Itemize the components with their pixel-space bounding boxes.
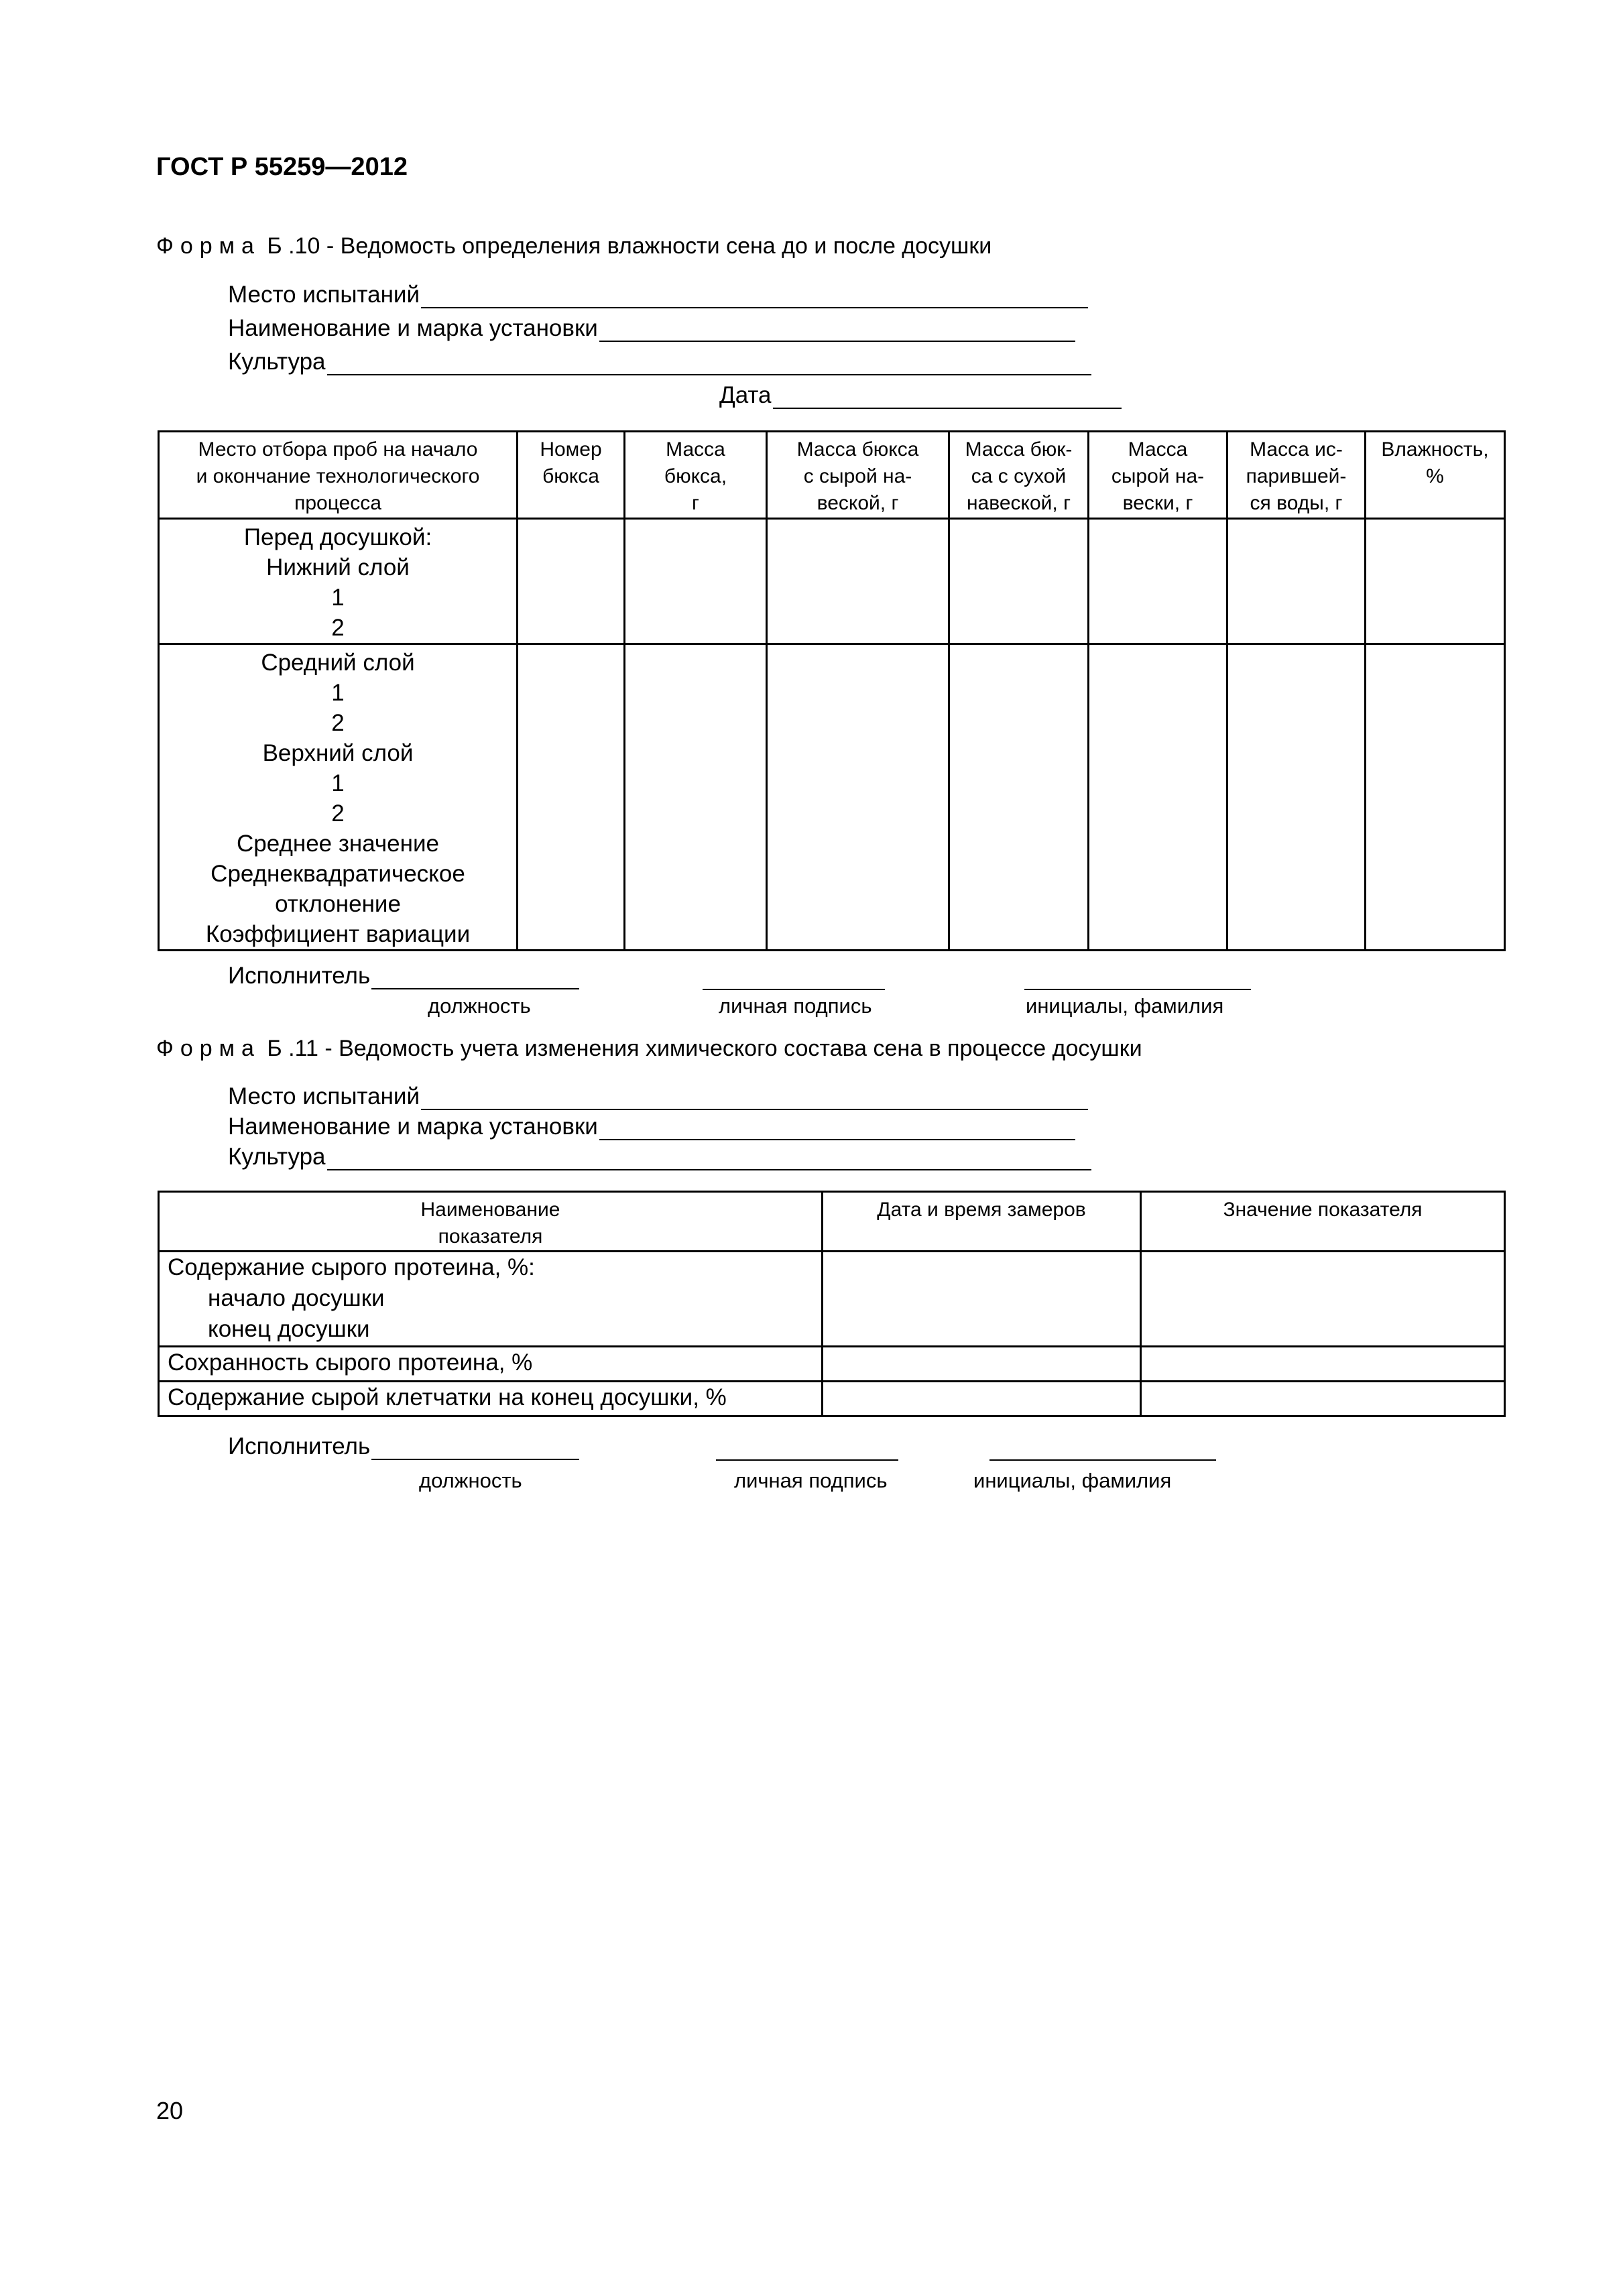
form11-table	[158, 1191, 1506, 1417]
table-row	[159, 1252, 1505, 1347]
form10-col-box-wet-mass: Масса бюкса с сырой на- веской, г	[767, 432, 949, 519]
form11-performer	[228, 1433, 579, 1460]
form10-row-before-drying: Перед досушкой: Нижний слой 1 2	[159, 519, 518, 644]
form10-col-moisture: Влажность, %	[1366, 432, 1505, 519]
form10-field-culture-label: Культура	[228, 349, 326, 375]
table-cell[interactable]	[949, 519, 1089, 644]
table-cell[interactable]	[1141, 1347, 1505, 1382]
form11-title-word: Форма	[156, 1036, 261, 1061]
form11-performer-label: Исполнитель	[228, 1433, 371, 1459]
form10-col-wet-sample-mass: Масса сырой на- вески, г	[1089, 432, 1227, 519]
table-cell[interactable]	[625, 519, 767, 644]
form10-position-caption: должность	[428, 994, 531, 1018]
form11-field-culture-line[interactable]	[327, 1146, 1091, 1170]
form10-title-word: Форма	[156, 233, 261, 259]
form10-performer	[228, 963, 579, 989]
table-cell[interactable]	[949, 644, 1089, 951]
form11-signature-line[interactable]	[716, 1457, 898, 1461]
form10-initials-line[interactable]	[1024, 987, 1251, 990]
form11-col-indicator: Наименование показателя	[159, 1192, 823, 1252]
table-cell[interactable]	[1366, 519, 1505, 644]
form10-col-evaporated-water: Масса ис- парившей- ся воды, г	[1227, 432, 1366, 519]
table-cell[interactable]	[518, 519, 625, 644]
form11-field-setup-label: Наименование и марка установки	[228, 1113, 598, 1140]
form11-field-place-line[interactable]	[421, 1086, 1088, 1110]
form10-field-setup-line[interactable]	[599, 318, 1075, 342]
form10-col-box-number: Номер бюкса	[518, 432, 625, 519]
table-cell[interactable]	[1089, 644, 1227, 951]
table-cell[interactable]	[1227, 519, 1366, 644]
form10-field-setup	[228, 315, 1075, 342]
form11-field-culture	[228, 1144, 1091, 1170]
table-row	[159, 519, 1505, 644]
table-row	[159, 1382, 1505, 1416]
form10-field-culture	[228, 349, 1091, 375]
form11-field-place-label: Место испытаний	[228, 1083, 420, 1109]
form10-signature-line[interactable]	[703, 987, 885, 990]
form11-header-row	[159, 1192, 1505, 1252]
form11-initials-line[interactable]	[989, 1457, 1216, 1461]
form11-field-setup	[228, 1113, 1075, 1140]
form10-field-setup-label: Наименование и марка установки	[228, 315, 598, 341]
form11-row-protein: Содержание сырого протеина, %: начало досушки конец досушки	[159, 1252, 823, 1347]
table-cell[interactable]	[823, 1382, 1141, 1416]
table-cell[interactable]	[767, 644, 949, 951]
table-cell[interactable]	[823, 1252, 1141, 1347]
table-cell[interactable]	[823, 1347, 1141, 1382]
table-cell[interactable]	[1227, 644, 1366, 951]
form10-col-place: Место отбора проб на начало и окончание технологического процесса	[159, 432, 518, 519]
form10-field-date-label: Дата	[719, 382, 772, 408]
form10-field-place-line[interactable]	[421, 284, 1088, 308]
table-cell[interactable]	[1141, 1252, 1505, 1347]
form10-field-culture-line[interactable]	[327, 351, 1091, 375]
form11-title	[156, 1036, 1142, 1062]
table-cell[interactable]	[767, 519, 949, 644]
document-code: ГОСТ Р 55259—2012	[156, 153, 408, 181]
form11-field-setup-line[interactable]	[599, 1116, 1075, 1140]
table-cell[interactable]	[625, 644, 767, 951]
form10-initials-caption: инициалы, фамилия	[1026, 994, 1224, 1018]
form10-title	[156, 233, 991, 259]
form10-col-box-mass: Масса бюкса, г	[625, 432, 767, 519]
form10-col-box-dry-mass: Масса бюк- са с сухой навеской, г	[949, 432, 1089, 519]
form10-position-line[interactable]	[371, 965, 579, 989]
form10-field-date	[719, 382, 1122, 409]
form11-position-line[interactable]	[371, 1436, 579, 1460]
form10-row-middle-top: Средний слой 1 2 Верхний слой 1 2 Среднее значение Среднеквадратическое отклонение Коэффициент вариации	[159, 644, 518, 951]
form11-field-culture-label: Культура	[228, 1144, 326, 1170]
form10-performer-label: Исполнитель	[228, 963, 371, 989]
form10-field-place	[228, 282, 1088, 308]
form10-field-place-label: Место испытаний	[228, 282, 420, 308]
form11-initials-caption: инициалы, фамилия	[973, 1469, 1172, 1492]
table-cell[interactable]	[1366, 644, 1505, 951]
table-row	[159, 644, 1505, 951]
form11-row-retention: Сохранность сырого протеина, %	[159, 1347, 823, 1382]
form11-col-value: Значение показателя	[1141, 1192, 1505, 1252]
form11-col-datetime: Дата и время замеров	[823, 1192, 1141, 1252]
form11-position-caption: должность	[419, 1469, 522, 1492]
table-cell[interactable]	[1141, 1382, 1505, 1416]
table-row	[159, 1347, 1505, 1382]
table-cell[interactable]	[1089, 519, 1227, 644]
form10-table	[158, 430, 1506, 951]
form11-title-text: Б .11 - Ведомость учета изменения химического состава сена в процессе досушки	[267, 1036, 1142, 1061]
form11-row-fiber: Содержание сырой клетчатки на конец досушки, %	[159, 1382, 823, 1416]
form10-field-date-line[interactable]	[773, 385, 1122, 409]
form11-field-place	[228, 1083, 1088, 1110]
page-number: 20	[156, 2097, 184, 2124]
form10-signature-caption: личная подпись	[719, 994, 872, 1018]
form11-signature-caption: личная подпись	[734, 1469, 888, 1492]
table-cell[interactable]	[518, 644, 625, 951]
form10-title-text: Б .10 - Ведомость определения влажности сена до и после досушки	[267, 233, 992, 259]
form10-header-row	[159, 432, 1505, 519]
